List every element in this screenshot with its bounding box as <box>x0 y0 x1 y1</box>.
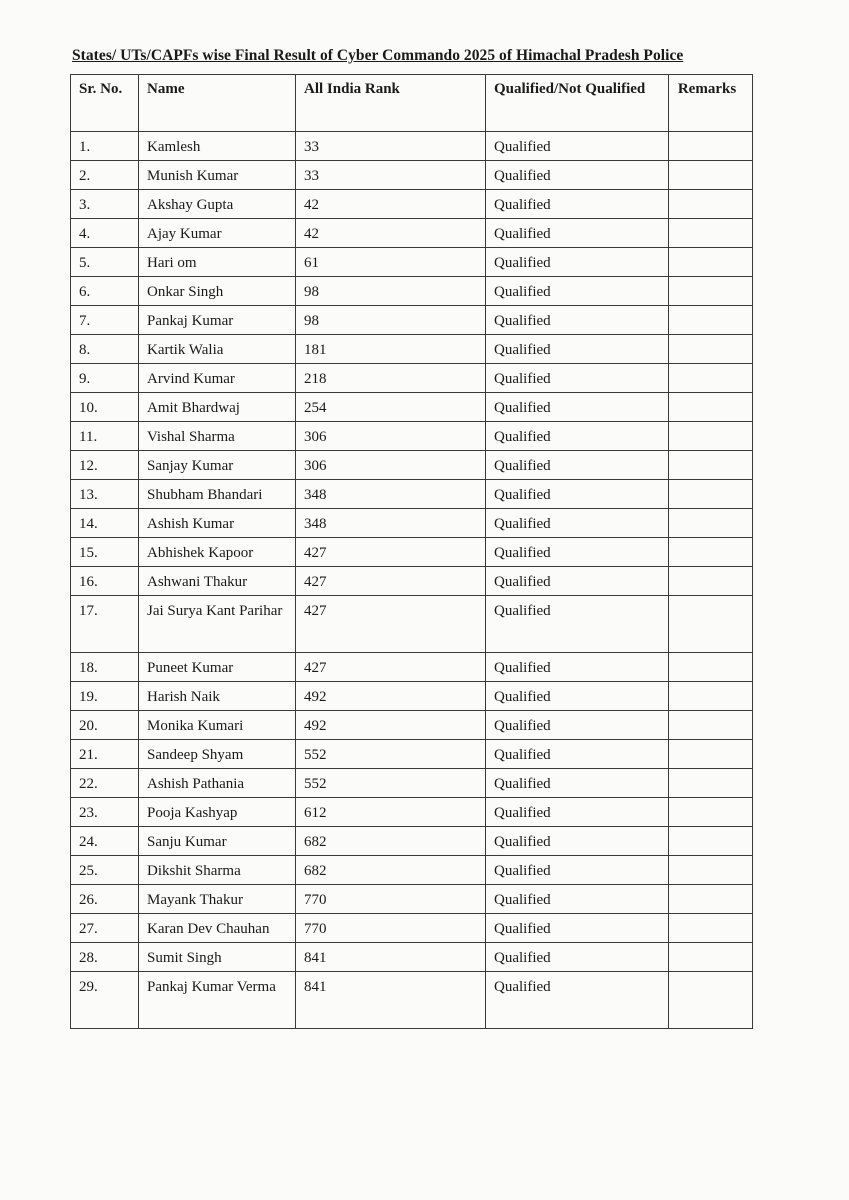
rank-cell: 770 <box>296 914 486 943</box>
rank-cell: 427 <box>296 653 486 682</box>
name-cell: Munish Kumar <box>139 161 296 190</box>
remarks-cell <box>669 856 753 885</box>
table-row <box>71 393 753 422</box>
table-row <box>71 827 753 856</box>
name-cell: Monika Kumari <box>139 711 296 740</box>
sr-no-cell: 10. <box>71 393 139 422</box>
name-cell: Pooja Kashyap <box>139 798 296 827</box>
name-cell: Abhishek Kapoor <box>139 538 296 567</box>
rank-cell: 33 <box>296 132 486 161</box>
remarks-cell <box>669 335 753 364</box>
header-remarks: Remarks <box>669 75 753 132</box>
rank-cell: 427 <box>296 538 486 567</box>
name-cell: Puneet Kumar <box>139 653 296 682</box>
rank-cell: 348 <box>296 480 486 509</box>
sr-no-cell: 26. <box>71 885 139 914</box>
remarks-cell <box>669 393 753 422</box>
remarks-cell <box>669 972 753 1029</box>
status-cell: Qualified <box>486 596 669 653</box>
table-row <box>71 451 753 480</box>
result-table <box>70 74 753 1029</box>
status-cell: Qualified <box>486 827 669 856</box>
status-cell: Qualified <box>486 653 669 682</box>
table-row <box>71 509 753 538</box>
rank-cell: 841 <box>296 943 486 972</box>
status-cell: Qualified <box>486 219 669 248</box>
remarks-cell <box>669 769 753 798</box>
name-cell: Pankaj Kumar Verma <box>139 972 296 1029</box>
remarks-cell <box>669 740 753 769</box>
sr-no-cell: 9. <box>71 364 139 393</box>
name-cell: Akshay Gupta <box>139 190 296 219</box>
remarks-cell <box>669 277 753 306</box>
remarks-cell <box>669 509 753 538</box>
rank-cell: 33 <box>296 161 486 190</box>
status-cell: Qualified <box>486 972 669 1029</box>
status-cell: Qualified <box>486 364 669 393</box>
status-cell: Qualified <box>486 306 669 335</box>
rank-cell: 42 <box>296 190 486 219</box>
table-row <box>71 567 753 596</box>
table-row <box>71 538 753 567</box>
status-cell: Qualified <box>486 190 669 219</box>
sr-no-cell: 5. <box>71 248 139 277</box>
status-cell: Qualified <box>486 943 669 972</box>
table-row <box>71 190 753 219</box>
remarks-cell <box>669 364 753 393</box>
table-row <box>71 740 753 769</box>
table-row <box>71 596 753 653</box>
rank-cell: 492 <box>296 682 486 711</box>
table-row <box>71 885 753 914</box>
table-row <box>71 914 753 943</box>
table-row <box>71 856 753 885</box>
name-cell: Shubham Bhandari <box>139 480 296 509</box>
sr-no-cell: 8. <box>71 335 139 364</box>
table-row <box>71 277 753 306</box>
status-cell: Qualified <box>486 277 669 306</box>
name-cell: Amit Bhardwaj <box>139 393 296 422</box>
sr-no-cell: 24. <box>71 827 139 856</box>
sr-no-cell: 28. <box>71 943 139 972</box>
table-row <box>71 711 753 740</box>
result-body <box>71 132 753 1029</box>
header-name: Name <box>139 75 296 132</box>
rank-cell: 42 <box>296 219 486 248</box>
name-cell: Harish Naik <box>139 682 296 711</box>
sr-no-cell: 14. <box>71 509 139 538</box>
header-rank: All India Rank <box>296 75 486 132</box>
sr-no-cell: 2. <box>71 161 139 190</box>
rank-cell: 181 <box>296 335 486 364</box>
table-row <box>71 364 753 393</box>
rank-cell: 98 <box>296 277 486 306</box>
page-title: States/ UTs/CAPFs wise Final Result of Cyber Commando 2025 of Himachal Pradesh Police <box>72 47 684 64</box>
remarks-cell <box>669 596 753 653</box>
status-cell: Qualified <box>486 161 669 190</box>
header-sr-no: Sr. No. <box>71 75 139 132</box>
status-cell: Qualified <box>486 248 669 277</box>
table-header-row <box>71 75 753 132</box>
remarks-cell <box>669 132 753 161</box>
rank-cell: 612 <box>296 798 486 827</box>
remarks-cell <box>669 451 753 480</box>
sr-no-cell: 1. <box>71 132 139 161</box>
table-row <box>71 335 753 364</box>
rank-cell: 61 <box>296 248 486 277</box>
status-cell: Qualified <box>486 132 669 161</box>
name-cell: Karan Dev Chauhan <box>139 914 296 943</box>
name-cell: Ajay Kumar <box>139 219 296 248</box>
rank-cell: 427 <box>296 596 486 653</box>
name-cell: Arvind Kumar <box>139 364 296 393</box>
remarks-cell <box>669 682 753 711</box>
sr-no-cell: 12. <box>71 451 139 480</box>
status-cell: Qualified <box>486 798 669 827</box>
status-cell: Qualified <box>486 914 669 943</box>
sr-no-cell: 13. <box>71 480 139 509</box>
table-row <box>71 943 753 972</box>
name-cell: Dikshit Sharma <box>139 856 296 885</box>
table-row <box>71 769 753 798</box>
status-cell: Qualified <box>486 393 669 422</box>
sr-no-cell: 25. <box>71 856 139 885</box>
table-row <box>71 798 753 827</box>
remarks-cell <box>669 219 753 248</box>
remarks-cell <box>669 190 753 219</box>
status-cell: Qualified <box>486 509 669 538</box>
rank-cell: 682 <box>296 856 486 885</box>
name-cell: Sanju Kumar <box>139 827 296 856</box>
status-cell: Qualified <box>486 856 669 885</box>
rank-cell: 306 <box>296 451 486 480</box>
rank-cell: 492 <box>296 711 486 740</box>
sr-no-cell: 21. <box>71 740 139 769</box>
status-cell: Qualified <box>486 335 669 364</box>
rank-cell: 552 <box>296 769 486 798</box>
remarks-cell <box>669 914 753 943</box>
remarks-cell <box>669 306 753 335</box>
remarks-cell <box>669 161 753 190</box>
sr-no-cell: 22. <box>71 769 139 798</box>
sr-no-cell: 27. <box>71 914 139 943</box>
rank-cell: 254 <box>296 393 486 422</box>
name-cell: Pankaj Kumar <box>139 306 296 335</box>
name-cell: Kartik Walia <box>139 335 296 364</box>
table-row <box>71 219 753 248</box>
name-cell: Mayank Thakur <box>139 885 296 914</box>
status-cell: Qualified <box>486 422 669 451</box>
remarks-cell <box>669 885 753 914</box>
status-cell: Qualified <box>486 682 669 711</box>
name-cell: Onkar Singh <box>139 277 296 306</box>
header-status: Qualified/Not Qualified <box>486 75 669 132</box>
sr-no-cell: 20. <box>71 711 139 740</box>
remarks-cell <box>669 798 753 827</box>
name-cell: Ashish Kumar <box>139 509 296 538</box>
rank-cell: 348 <box>296 509 486 538</box>
sr-no-cell: 6. <box>71 277 139 306</box>
table-row <box>71 248 753 277</box>
status-cell: Qualified <box>486 567 669 596</box>
name-cell: Vishal Sharma <box>139 422 296 451</box>
remarks-cell <box>669 422 753 451</box>
name-cell: Sandeep Shyam <box>139 740 296 769</box>
name-cell: Jai Surya Kant Parihar <box>139 596 296 653</box>
sr-no-cell: 4. <box>71 219 139 248</box>
name-cell: Hari om <box>139 248 296 277</box>
status-cell: Qualified <box>486 538 669 567</box>
sr-no-cell: 17. <box>71 596 139 653</box>
sr-no-cell: 16. <box>71 567 139 596</box>
remarks-cell <box>669 943 753 972</box>
name-cell: Sanjay Kumar <box>139 451 296 480</box>
sr-no-cell: 7. <box>71 306 139 335</box>
sr-no-cell: 23. <box>71 798 139 827</box>
rank-cell: 552 <box>296 740 486 769</box>
table-row <box>71 306 753 335</box>
name-cell: Ashwani Thakur <box>139 567 296 596</box>
sr-no-cell: 18. <box>71 653 139 682</box>
sr-no-cell: 11. <box>71 422 139 451</box>
sr-no-cell: 19. <box>71 682 139 711</box>
table-row <box>71 653 753 682</box>
table-row <box>71 480 753 509</box>
name-cell: Sumit Singh <box>139 943 296 972</box>
name-cell: Ashish Pathania <box>139 769 296 798</box>
remarks-cell <box>669 827 753 856</box>
status-cell: Qualified <box>486 740 669 769</box>
sr-no-cell: 29. <box>71 972 139 1029</box>
remarks-cell <box>669 653 753 682</box>
table-row <box>71 972 753 1029</box>
table-row <box>71 161 753 190</box>
table-row <box>71 132 753 161</box>
remarks-cell <box>669 711 753 740</box>
status-cell: Qualified <box>486 885 669 914</box>
sr-no-cell: 15. <box>71 538 139 567</box>
remarks-cell <box>669 480 753 509</box>
table-row <box>71 682 753 711</box>
remarks-cell <box>669 538 753 567</box>
sr-no-cell: 3. <box>71 190 139 219</box>
status-cell: Qualified <box>486 711 669 740</box>
table-row <box>71 422 753 451</box>
rank-cell: 98 <box>296 306 486 335</box>
rank-cell: 427 <box>296 567 486 596</box>
rank-cell: 306 <box>296 422 486 451</box>
remarks-cell <box>669 248 753 277</box>
status-cell: Qualified <box>486 480 669 509</box>
status-cell: Qualified <box>486 769 669 798</box>
name-cell: Kamlesh <box>139 132 296 161</box>
rank-cell: 841 <box>296 972 486 1029</box>
remarks-cell <box>669 567 753 596</box>
status-cell: Qualified <box>486 451 669 480</box>
rank-cell: 682 <box>296 827 486 856</box>
rank-cell: 218 <box>296 364 486 393</box>
rank-cell: 770 <box>296 885 486 914</box>
